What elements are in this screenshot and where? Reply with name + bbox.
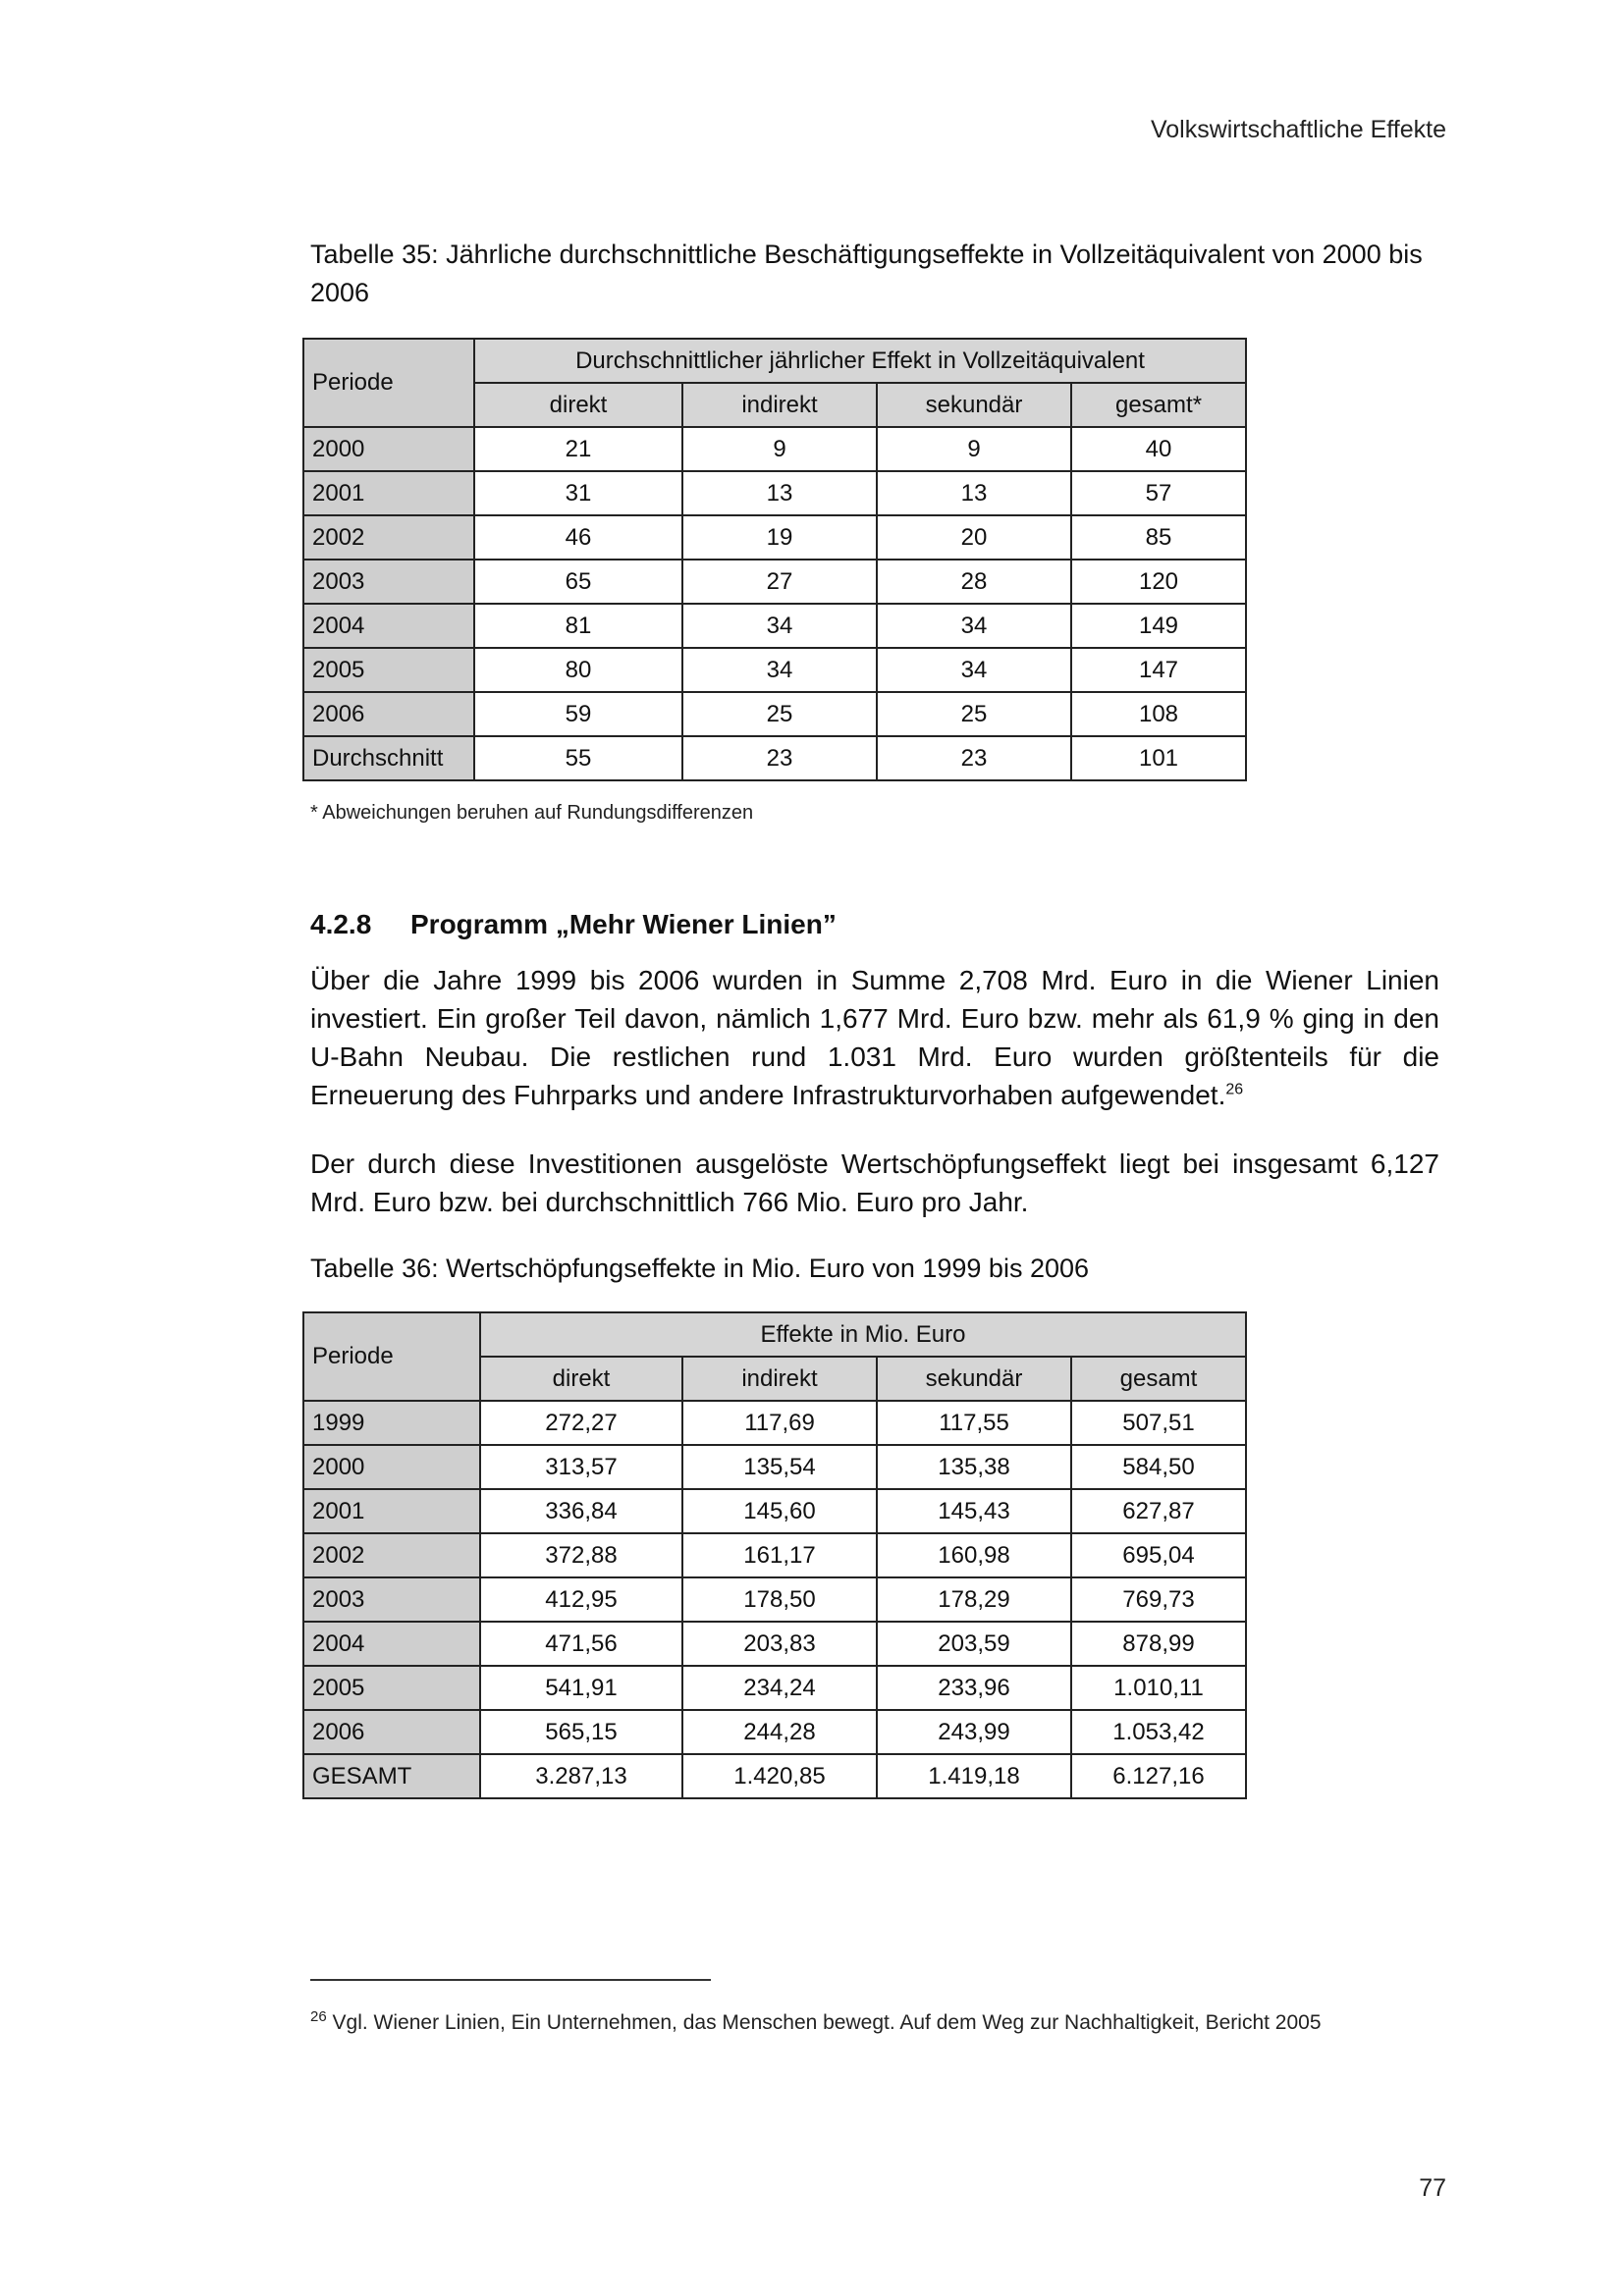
section-number: 4.2.8 [310,909,372,939]
cell-direkt: 336,84 [480,1489,682,1533]
cell-gesamt: 101 [1071,736,1246,780]
table35-col-header: indirekt [682,383,877,427]
cell-direkt: 471,56 [480,1622,682,1666]
cell-sekundaer: 34 [877,604,1071,648]
table35 [302,338,1247,781]
cell-sekundaer: 28 [877,560,1071,604]
row-period: 2003 [303,560,474,604]
table36-row [303,1533,1246,1577]
cell-gesamt: 57 [1071,471,1246,515]
row-period: 2005 [303,1666,480,1710]
cell-sekundaer: 1.419,18 [877,1754,1071,1798]
row-period: Durchschnitt [303,736,474,780]
row-period: 2001 [303,1489,480,1533]
cell-direkt: 21 [474,427,682,471]
row-period: 1999 [303,1401,480,1445]
table36-col-header: sekundär [877,1357,1071,1401]
section-heading [310,909,837,940]
running-head: Volkswirtschaftliche Effekte [1150,116,1446,143]
table35-row [303,736,1246,780]
row-period: 2002 [303,1533,480,1577]
cell-direkt: 55 [474,736,682,780]
table35-row [303,692,1246,736]
table36-row [303,1622,1246,1666]
cell-indirekt: 203,83 [682,1622,877,1666]
cell-gesamt: 1.010,11 [1071,1666,1246,1710]
table36-group-header: Effekte in Mio. Euro [480,1312,1246,1357]
table35-row [303,427,1246,471]
cell-indirekt: 34 [682,604,877,648]
cell-gesamt: 769,73 [1071,1577,1246,1622]
cell-gesamt: 695,04 [1071,1533,1246,1577]
table35-col-header: sekundär [877,383,1071,427]
footnote-ref: 26 [1225,1081,1244,1098]
cell-indirekt: 1.420,85 [682,1754,877,1798]
cell-indirekt: 27 [682,560,877,604]
cell-sekundaer: 25 [877,692,1071,736]
footnote-number: 26 [310,2008,327,2025]
table36-row [303,1401,1246,1445]
table36-row [303,1489,1246,1533]
table36-period-header: Periode [303,1312,480,1401]
cell-gesamt: 627,87 [1071,1489,1246,1533]
footnote-text: Vgl. Wiener Linien, Ein Unternehmen, das Menschen bewegt. Auf dem Weg zur Nachhaltigkeit, Bericht 2005 [332,2011,1322,2034]
table35-group-header: Durchschnittlicher jährlicher Effekt in Vollzeitäquivalent [474,339,1246,383]
table36-caption: Tabelle 36: Wertschöpfungseffekte in Mio. Euro von 1999 bis 2006 [310,1254,1090,1283]
cell-gesamt: 149 [1071,604,1246,648]
cell-gesamt: 40 [1071,427,1246,471]
table36-row [303,1445,1246,1489]
cell-indirekt: 19 [682,515,877,560]
cell-indirekt: 9 [682,427,877,471]
cell-direkt: 541,91 [480,1666,682,1710]
cell-direkt: 313,57 [480,1445,682,1489]
cell-sekundaer: 135,38 [877,1445,1071,1489]
cell-direkt: 31 [474,471,682,515]
table35-note: * Abweichungen beruhen auf Rundungsdifferenzen [310,802,754,824]
table36-row [303,1577,1246,1622]
table35-row [303,604,1246,648]
cell-gesamt: 108 [1071,692,1246,736]
row-period: 2006 [303,1710,480,1754]
cell-indirekt: 34 [682,648,877,692]
row-period: 2004 [303,1622,480,1666]
table35-caption: Tabelle 35: Jährliche durchschnittliche Beschäftigungseffekte in Vollzeitäquivalent von 2000 bis 2006 [310,240,1423,307]
paragraph-investment-text: Über die Jahre 1999 bis 2006 wurden in Summe 2,708 Mrd. Euro in die Wiener Linien investiert. Ein großer Teil davon, nämlich 1,677 Mrd. Euro bzw. mehr als 61,9 % ging in den U-Bahn Neubau. Die restlichen rund 1.031 Mrd. Euro wurden größtenteils für die Erneuerung des Fuhrparks und andere Infrastrukturvorhaben aufgewendet. [310,965,1439,1110]
cell-indirekt: 234,24 [682,1666,877,1710]
footnote-divider [310,1979,711,1981]
page-number: 77 [1419,2174,1446,2202]
cell-sekundaer: 233,96 [877,1666,1071,1710]
cell-direkt: 80 [474,648,682,692]
row-period: 2004 [303,604,474,648]
cell-indirekt: 135,54 [682,1445,877,1489]
row-period: 2005 [303,648,474,692]
cell-direkt: 59 [474,692,682,736]
cell-direkt: 372,88 [480,1533,682,1577]
table35-row [303,560,1246,604]
cell-sekundaer: 34 [877,648,1071,692]
cell-sekundaer: 23 [877,736,1071,780]
cell-direkt: 272,27 [480,1401,682,1445]
cell-gesamt: 584,50 [1071,1445,1246,1489]
cell-sekundaer: 178,29 [877,1577,1071,1622]
row-period: 2000 [303,1445,480,1489]
cell-gesamt: 147 [1071,648,1246,692]
table36-row [303,1666,1246,1710]
table35-col-header: gesamt* [1071,383,1246,427]
cell-sekundaer: 117,55 [877,1401,1071,1445]
paragraph-value-added: Der durch diese Investitionen ausgelöste Wertschöpfungseffekt liegt bei insgesamt 6,127 Mrd. Euro bzw. bei durchschnittlich 766 Mio. Euro pro Jahr. [310,1148,1439,1217]
cell-indirekt: 145,60 [682,1489,877,1533]
cell-gesamt: 6.127,16 [1071,1754,1246,1798]
cell-indirekt: 244,28 [682,1710,877,1754]
table36-col-header: direkt [480,1357,682,1401]
cell-indirekt: 13 [682,471,877,515]
row-period: 2003 [303,1577,480,1622]
cell-sekundaer: 145,43 [877,1489,1071,1533]
table36-row [303,1710,1246,1754]
cell-direkt: 3.287,13 [480,1754,682,1798]
table36-row [303,1754,1246,1798]
cell-direkt: 412,95 [480,1577,682,1622]
table35-period-header: Periode [303,339,474,427]
cell-indirekt: 117,69 [682,1401,877,1445]
table35-row [303,471,1246,515]
table35-row [303,515,1246,560]
cell-indirekt: 25 [682,692,877,736]
table35-col-header: direkt [474,383,682,427]
footnote [310,2008,1322,2035]
cell-sekundaer: 160,98 [877,1533,1071,1577]
row-period: 2000 [303,427,474,471]
row-period: GESAMT [303,1754,480,1798]
section-title: Programm „Mehr Wiener Linien” [410,909,837,939]
cell-direkt: 565,15 [480,1710,682,1754]
cell-sekundaer: 243,99 [877,1710,1071,1754]
cell-sekundaer: 20 [877,515,1071,560]
cell-sekundaer: 13 [877,471,1071,515]
cell-direkt: 81 [474,604,682,648]
cell-indirekt: 161,17 [682,1533,877,1577]
row-period: 2006 [303,692,474,736]
table36-col-header: indirekt [682,1357,877,1401]
cell-sekundaer: 9 [877,427,1071,471]
cell-direkt: 46 [474,515,682,560]
table35-row [303,648,1246,692]
cell-direkt: 65 [474,560,682,604]
paragraph-investment [310,961,1439,1114]
cell-gesamt: 507,51 [1071,1401,1246,1445]
cell-gesamt: 85 [1071,515,1246,560]
cell-sekundaer: 203,59 [877,1622,1071,1666]
cell-indirekt: 23 [682,736,877,780]
row-period: 2002 [303,515,474,560]
cell-indirekt: 178,50 [682,1577,877,1622]
table36-col-header: gesamt [1071,1357,1246,1401]
cell-gesamt: 878,99 [1071,1622,1246,1666]
cell-gesamt: 120 [1071,560,1246,604]
cell-gesamt: 1.053,42 [1071,1710,1246,1754]
row-period: 2001 [303,471,474,515]
table36 [302,1311,1247,1799]
